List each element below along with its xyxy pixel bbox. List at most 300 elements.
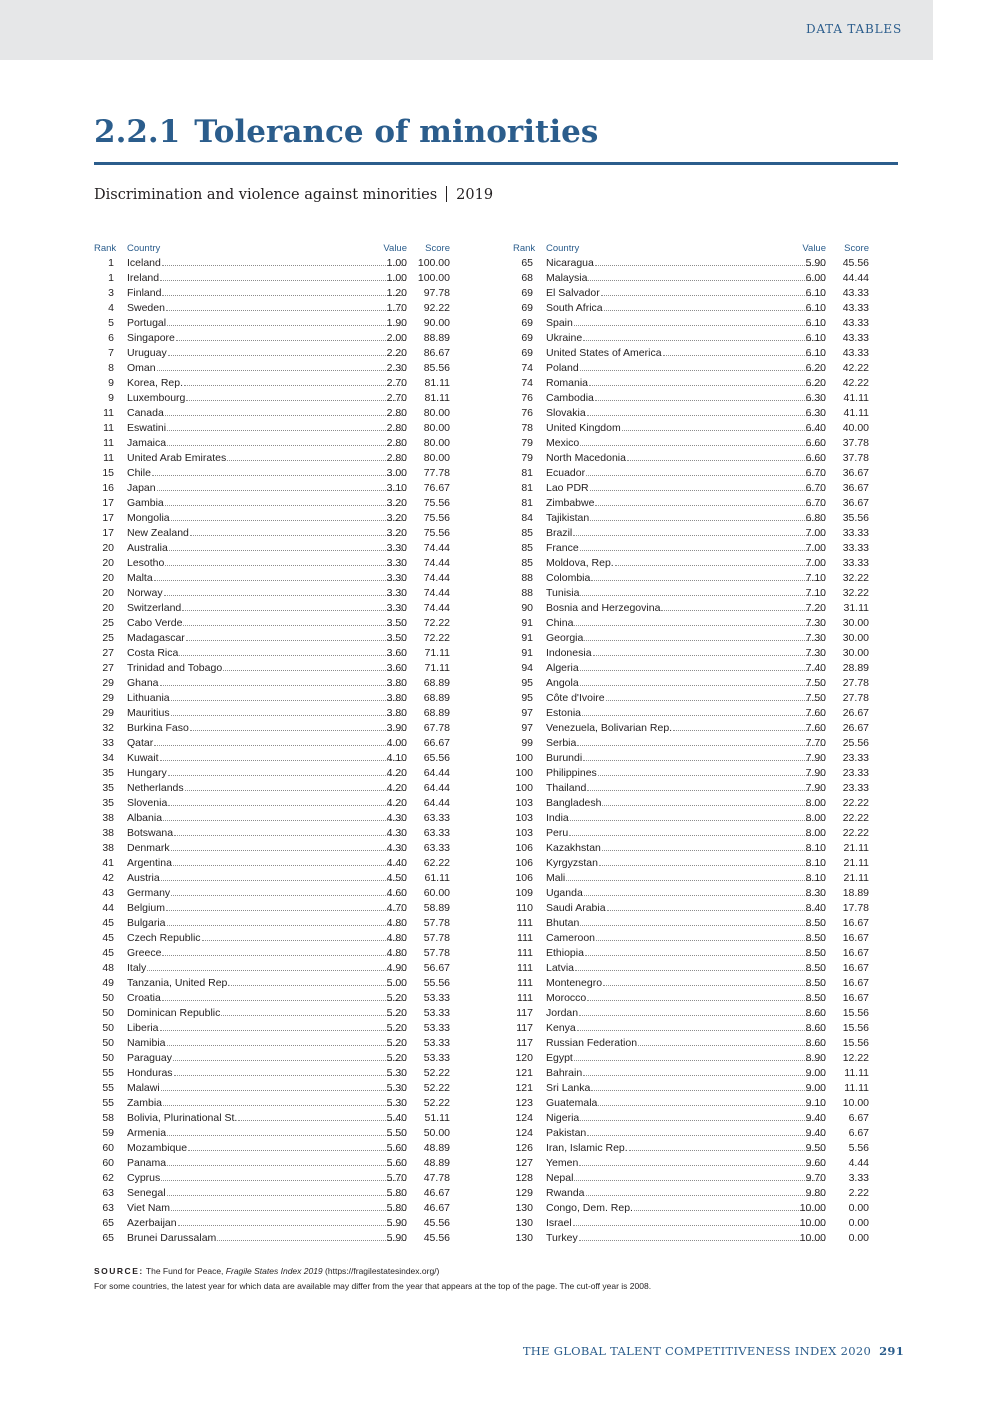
table-row (94, 781, 450, 796)
table-row (94, 301, 450, 316)
rank-cell: 5 (108, 317, 114, 329)
country-cell-wrap (127, 346, 407, 361)
rank-cell: 60 (102, 1157, 114, 1169)
value-cell: 3.50 (386, 617, 407, 629)
score-cell: 63.33 (423, 827, 450, 839)
value-cell: 6.70 (805, 482, 826, 494)
value-cell: 6.20 (805, 362, 826, 374)
country-cell: Iran, Islamic Rep. (546, 1142, 628, 1154)
country-cell: Qatar (127, 737, 154, 749)
table-row (94, 1201, 450, 1216)
country-cell-wrap (546, 886, 826, 901)
rank-cell: 27 (102, 662, 114, 674)
country-cell: Ireland (127, 272, 160, 284)
rank-cell: 120 (515, 1052, 533, 1064)
country-cell-wrap (127, 901, 407, 916)
country-cell: Russian Federation (546, 1037, 638, 1049)
country-cell: Germany (127, 887, 171, 899)
value-cell: 1.20 (386, 287, 407, 299)
source-title: Fragile States Index 2019 (225, 1266, 323, 1276)
score-cell: 36.67 (842, 467, 869, 479)
score-cell: 40.00 (842, 422, 869, 434)
page-number: 291 (879, 1344, 904, 1358)
country-cell: Congo, Dem. Rep. (546, 1202, 633, 1214)
country-cell: Trinidad and Tobago (127, 662, 223, 674)
table-row (513, 451, 869, 466)
country-cell: Gambia (127, 497, 164, 509)
rank-cell: 43 (102, 887, 114, 899)
rank-cell: 106 (515, 857, 533, 869)
country-cell-wrap (127, 751, 407, 766)
country-cell-wrap (127, 1186, 407, 1201)
value-cell: 5.30 (386, 1067, 407, 1079)
score-cell: 43.33 (842, 332, 869, 344)
rank-cell: 76 (521, 407, 533, 419)
score-cell: 41.11 (843, 407, 869, 419)
value-cell: 4.30 (386, 827, 407, 839)
country-cell: Cameroon (546, 932, 596, 944)
table-row (513, 346, 869, 361)
rank-cell: 85 (521, 557, 533, 569)
table-body-right (513, 256, 869, 1246)
value-cell: 2.80 (386, 422, 407, 434)
value-cell: 3.30 (386, 587, 407, 599)
rank-cell: 79 (521, 452, 533, 464)
country-cell-wrap (127, 1201, 407, 1216)
score-cell: 76.67 (423, 482, 450, 494)
country-cell: Venezuela, Bolivarian Rep. (546, 722, 673, 734)
score-cell: 15.56 (842, 1022, 869, 1034)
country-cell-wrap (127, 541, 407, 556)
score-cell: 75.56 (423, 512, 450, 524)
rank-cell: 6 (108, 332, 114, 344)
title-text: Tolerance of minorities (194, 114, 599, 150)
country-cell-wrap (546, 511, 826, 526)
value-cell: 4.90 (386, 962, 407, 974)
country-cell-wrap (127, 826, 407, 841)
value-cell: 2.80 (386, 407, 407, 419)
rank-cell: 55 (102, 1082, 114, 1094)
rank-cell: 42 (102, 872, 114, 884)
score-cell: 37.78 (842, 437, 869, 449)
rank-cell: 45 (102, 947, 114, 959)
score-cell: 52.22 (423, 1067, 450, 1079)
rank-cell: 50 (102, 1052, 114, 1064)
publication-title: THE GLOBAL TALENT COMPETITIVENESS INDEX 2020 (522, 1344, 872, 1358)
value-cell: 3.20 (386, 497, 407, 509)
rank-cell: 50 (102, 1037, 114, 1049)
score-cell: 6.67 (848, 1112, 869, 1124)
score-cell: 25.56 (842, 737, 869, 749)
country-cell-wrap (127, 1006, 407, 1021)
rank-cell: 97 (521, 707, 533, 719)
rank-cell: 127 (515, 1157, 533, 1169)
rank-cell: 123 (515, 1097, 533, 1109)
score-cell: 16.67 (842, 947, 869, 959)
table-row (513, 901, 869, 916)
country-cell-wrap (546, 391, 826, 406)
score-cell: 100.00 (417, 272, 450, 284)
country-cell-wrap (546, 346, 826, 361)
country-cell: Slovenia (127, 797, 168, 809)
table-row (94, 676, 450, 691)
country-cell: Peru (546, 827, 569, 839)
country-cell-wrap (546, 976, 826, 991)
country-cell: Estonia (546, 707, 582, 719)
country-cell: Nepal (546, 1172, 574, 1184)
country-cell: Bosnia and Herzegovina (546, 602, 661, 614)
score-cell: 31.11 (843, 602, 869, 614)
country-cell-wrap (546, 1021, 826, 1036)
score-cell: 57.78 (423, 917, 450, 929)
table-row (94, 1171, 450, 1186)
rank-cell: 35 (102, 797, 114, 809)
country-cell-wrap (127, 361, 407, 376)
table-row (513, 1066, 869, 1081)
table-row (94, 796, 450, 811)
country-cell: Angola (546, 677, 579, 689)
country-cell: Cyprus (127, 1172, 161, 1184)
score-cell: 71.11 (424, 662, 450, 674)
value-cell: 7.50 (805, 677, 826, 689)
country-cell: Azerbaijan (127, 1217, 177, 1229)
table-row (513, 676, 869, 691)
table-row (513, 421, 869, 436)
value-cell: 4.60 (386, 887, 407, 899)
rank-cell: 16 (102, 482, 114, 494)
table-row (94, 1066, 450, 1081)
table-row (513, 391, 869, 406)
score-cell: 55.56 (423, 977, 450, 989)
value-header: Value (802, 243, 826, 254)
country-cell-wrap (546, 1141, 826, 1156)
rank-cell: 130 (515, 1232, 533, 1244)
rank-cell: 1 (108, 272, 114, 284)
rank-cell: 55 (102, 1097, 114, 1109)
rank-cell: 32 (102, 722, 114, 734)
country-cell-wrap (127, 1171, 407, 1186)
table-row (513, 736, 869, 751)
rank-cell: 117 (516, 1022, 533, 1034)
rank-cell: 69 (521, 302, 533, 314)
value-cell: 2.00 (386, 332, 407, 344)
rank-cell: 91 (521, 617, 533, 629)
rank-cell: 81 (521, 482, 533, 494)
country-cell-wrap (546, 751, 826, 766)
rank-cell: 45 (102, 932, 114, 944)
table-row (94, 1081, 450, 1096)
value-cell: 4.80 (386, 947, 407, 959)
rank-cell: 34 (102, 752, 114, 764)
score-cell: 17.78 (842, 902, 869, 914)
country-cell-wrap (546, 526, 826, 541)
country-cell: Armenia (127, 1127, 167, 1139)
table-row (513, 796, 869, 811)
table-row (513, 976, 869, 991)
value-cell: 2.20 (386, 347, 407, 359)
value-cell: 7.30 (805, 617, 826, 629)
rank-cell: 95 (521, 692, 533, 704)
score-cell: 81.11 (424, 392, 450, 404)
country-cell-wrap (127, 781, 407, 796)
rank-cell: 17 (102, 527, 114, 539)
value-cell: 8.50 (805, 962, 826, 974)
rank-cell: 130 (515, 1217, 533, 1229)
score-cell: 72.22 (423, 632, 450, 644)
score-cell: 77.78 (423, 467, 450, 479)
value-cell: 5.80 (386, 1202, 407, 1214)
country-cell-wrap (127, 406, 407, 421)
rank-cell: 111 (517, 947, 533, 959)
rank-cell: 25 (102, 632, 114, 644)
value-cell: 10.00 (799, 1217, 826, 1229)
rank-cell: 33 (102, 737, 114, 749)
country-cell: Switzerland (127, 602, 182, 614)
value-cell: 4.30 (386, 842, 407, 854)
value-cell: 2.80 (386, 437, 407, 449)
score-cell: 74.44 (423, 572, 450, 584)
country-cell-wrap (127, 316, 407, 331)
table-row (94, 811, 450, 826)
country-cell-wrap (127, 1231, 407, 1246)
table-row (513, 466, 869, 481)
table-row (513, 1111, 869, 1126)
value-cell: 6.70 (805, 497, 826, 509)
score-cell: 21.11 (843, 872, 869, 884)
table-row (513, 1216, 869, 1231)
rank-cell: 11 (103, 422, 114, 434)
table-row (94, 961, 450, 976)
score-cell: 51.11 (424, 1112, 450, 1124)
score-cell: 67.78 (423, 722, 450, 734)
table-row (94, 526, 450, 541)
value-cell: 6.80 (805, 512, 826, 524)
country-cell-wrap (127, 586, 407, 601)
score-cell: 45.56 (842, 257, 869, 269)
rank-cell: 124 (515, 1112, 533, 1124)
value-cell: 5.30 (386, 1097, 407, 1109)
value-cell: 4.70 (386, 902, 407, 914)
rank-cell: 25 (102, 617, 114, 629)
country-cell-wrap (546, 451, 826, 466)
country-cell-wrap (127, 676, 407, 691)
country-cell-wrap (127, 1051, 407, 1066)
value-cell: 8.10 (805, 857, 826, 869)
country-cell: Lithuania (127, 692, 170, 704)
score-cell: 97.78 (423, 287, 450, 299)
country-cell-wrap (127, 286, 407, 301)
value-cell: 8.10 (805, 872, 826, 884)
rank-cell: 88 (521, 587, 533, 599)
country-cell: Uruguay (127, 347, 167, 359)
score-cell: 16.67 (842, 992, 869, 1004)
country-cell: Ukraine (546, 332, 583, 344)
value-cell: 9.40 (805, 1112, 826, 1124)
country-cell: Hungary (127, 767, 167, 779)
table-row (513, 436, 869, 451)
table-row (513, 1096, 869, 1111)
table-row (94, 871, 450, 886)
rank-cell: 91 (521, 647, 533, 659)
score-cell: 68.89 (423, 707, 450, 719)
value-cell: 3.80 (386, 707, 407, 719)
table-row (513, 406, 869, 421)
rank-cell: 20 (102, 602, 114, 614)
value-cell: 7.00 (805, 527, 826, 539)
country-cell-wrap (546, 871, 826, 886)
score-cell: 45.56 (423, 1217, 450, 1229)
value-cell: 5.20 (386, 1022, 407, 1034)
score-cell: 3.33 (848, 1172, 869, 1184)
country-cell: Italy (127, 962, 147, 974)
rank-cell: 27 (102, 647, 114, 659)
country-cell: Mali (546, 872, 566, 884)
score-cell: 22.22 (842, 827, 869, 839)
table-row (513, 616, 869, 631)
score-cell: 64.44 (423, 797, 450, 809)
country-header: Country (127, 243, 161, 254)
country-cell: Morocco (546, 992, 587, 1004)
score-cell: 74.44 (423, 542, 450, 554)
value-cell: 8.30 (805, 887, 826, 899)
value-cell: 5.20 (386, 1007, 407, 1019)
rank-cell: 38 (102, 812, 114, 824)
country-cell: Burundi (546, 752, 583, 764)
score-cell: 44.44 (842, 272, 869, 284)
value-cell: 3.60 (386, 662, 407, 674)
score-cell: 71.11 (424, 647, 450, 659)
rank-cell: 121 (515, 1082, 533, 1094)
rank-cell: 4 (108, 302, 114, 314)
country-cell-wrap (546, 1006, 826, 1021)
country-cell-wrap (546, 631, 826, 646)
country-cell-wrap (546, 781, 826, 796)
rank-cell: 62 (102, 1172, 114, 1184)
country-cell-wrap (546, 736, 826, 751)
table-row (94, 976, 450, 991)
table-row (94, 1141, 450, 1156)
country-cell: Kazakhstan (546, 842, 601, 854)
rank-cell: 74 (521, 362, 533, 374)
rank-cell: 35 (102, 782, 114, 794)
value-cell: 1.00 (386, 272, 407, 284)
value-header: Value (383, 243, 407, 254)
rank-cell: 94 (521, 662, 533, 674)
country-cell-wrap (127, 451, 407, 466)
score-cell: 68.89 (423, 692, 450, 704)
table-row (513, 706, 869, 721)
country-cell-wrap (546, 796, 826, 811)
score-cell: 48.89 (423, 1157, 450, 1169)
rank-cell: 111 (517, 932, 533, 944)
table-row (513, 811, 869, 826)
score-cell: 0.00 (848, 1217, 869, 1229)
value-cell: 9.60 (805, 1157, 826, 1169)
score-cell: 26.67 (842, 707, 869, 719)
rank-cell: 49 (102, 977, 114, 989)
value-cell: 5.90 (386, 1232, 407, 1244)
country-cell: Bolivia, Plurinational St. (127, 1112, 238, 1124)
country-cell: Poland (546, 362, 579, 374)
country-cell: Lesotho (127, 557, 165, 569)
score-cell: 26.67 (842, 722, 869, 734)
country-cell-wrap (546, 436, 826, 451)
rank-cell: 100 (515, 782, 533, 794)
table-row (94, 286, 450, 301)
country-cell: Korea, Rep. (127, 377, 184, 389)
table-row (94, 436, 450, 451)
table-subtitle (94, 186, 493, 203)
country-cell: Algeria (546, 662, 579, 674)
table-row (94, 856, 450, 871)
value-cell: 7.60 (805, 707, 826, 719)
country-cell-wrap (127, 661, 407, 676)
score-cell: 53.33 (423, 992, 450, 1004)
value-cell: 6.10 (805, 347, 826, 359)
table-row (513, 631, 869, 646)
value-cell: 7.30 (805, 632, 826, 644)
value-cell: 4.80 (386, 917, 407, 929)
table-row (94, 826, 450, 841)
rank-cell: 69 (521, 347, 533, 359)
value-cell: 3.30 (386, 557, 407, 569)
country-cell: Guatemala (546, 1097, 598, 1109)
country-cell-wrap (127, 376, 407, 391)
score-cell: 75.56 (423, 497, 450, 509)
value-cell: 10.00 (799, 1202, 826, 1214)
table-row (513, 871, 869, 886)
footnote: For some countries, the latest year for which data are available may differ from the year that appears at the top of the page. The cut-off year is 2008. (94, 1281, 652, 1291)
country-header: Country (546, 243, 580, 254)
table-row (94, 601, 450, 616)
score-cell: 61.11 (424, 872, 450, 884)
table-row (94, 1186, 450, 1201)
country-cell-wrap (546, 1186, 826, 1201)
value-cell: 9.10 (805, 1097, 826, 1109)
score-cell: 22.22 (842, 797, 869, 809)
score-cell: 21.11 (843, 842, 869, 854)
rank-cell: 41 (102, 857, 114, 869)
country-cell: Ecuador (546, 467, 586, 479)
country-cell: Philippines (546, 767, 597, 779)
score-cell: 53.33 (423, 1052, 450, 1064)
country-cell: Jamaica (127, 437, 167, 449)
value-cell: 4.50 (386, 872, 407, 884)
country-cell: Portugal (127, 317, 167, 329)
rank-cell: 81 (521, 467, 533, 479)
value-cell: 6.40 (805, 422, 826, 434)
value-cell: 8.40 (805, 902, 826, 914)
value-cell: 7.10 (805, 572, 826, 584)
table-row (513, 751, 869, 766)
score-cell: 62.22 (423, 857, 450, 869)
rank-cell: 29 (102, 677, 114, 689)
country-cell-wrap (546, 1156, 826, 1171)
score-cell: 50.00 (423, 1127, 450, 1139)
table-row (94, 1231, 450, 1246)
table-row (94, 706, 450, 721)
rank-cell: 130 (515, 1202, 533, 1214)
table-row (94, 901, 450, 916)
country-cell-wrap (127, 616, 407, 631)
country-cell-wrap (127, 946, 407, 961)
value-cell: 7.60 (805, 722, 826, 734)
score-cell: 45.56 (423, 1232, 450, 1244)
rank-cell: 11 (103, 407, 114, 419)
country-cell-wrap (546, 571, 826, 586)
value-cell: 1.90 (386, 317, 407, 329)
source-pre: The Fund for Peace, (145, 1266, 224, 1276)
